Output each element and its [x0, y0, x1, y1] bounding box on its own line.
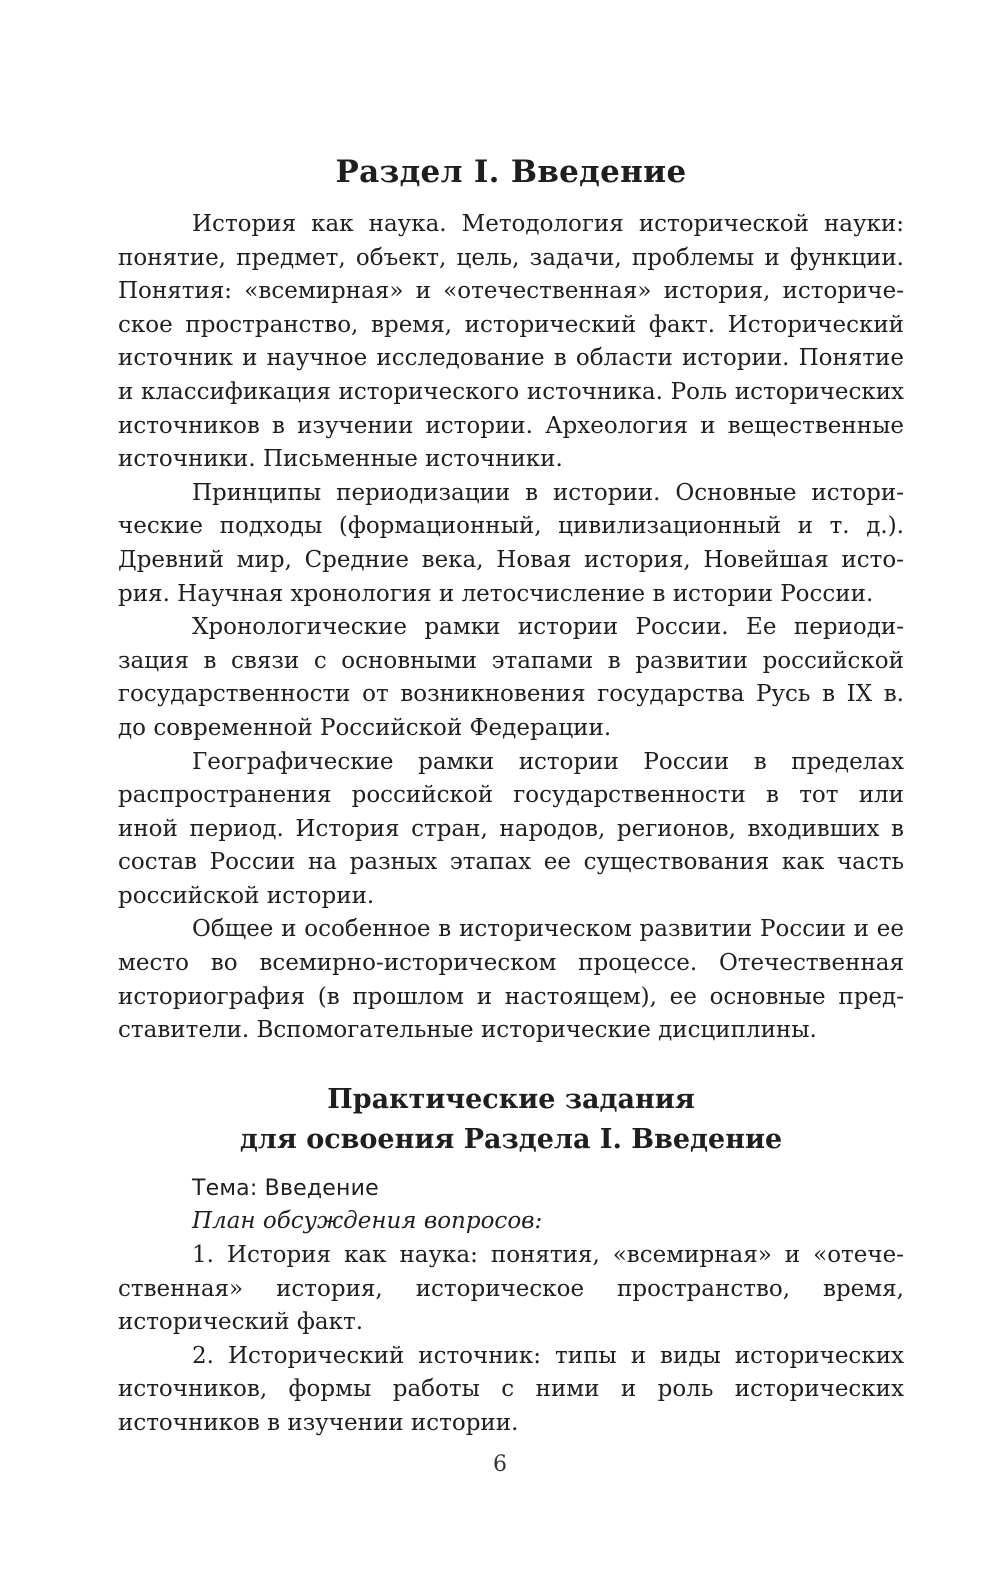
page-content [118, 150, 904, 1441]
practical-title-line-2: для освоения Раздела I. Введение [239, 1123, 783, 1155]
paragraph: История как наука. Методология исторической науки: понятие, предмет, объект, цель, задачи, проблемы и функции. Понятия: «всемирная» и «отечественная» история, историческое пространство, время, исторический факт. Исторический источник и научное исследование в области истории. Понятие и классификация исторического источника. Роль исторических источников в изучении истории. Археология и вещественные источники. Письменные источники. [118, 211, 904, 473]
paragraph: Общее и особенное в историческом развитии России и ее место во всемирно-историческом процессе. Отечественная историография (в прошлом и настоящем), ее основные представители. Вспомогательные исторические дисциплины. [118, 916, 904, 1044]
paragraph: Принципы периодизации в истории. Основные исторические подходы (формационный, цивилизационный и т. д.). Древний мир, Средние века, Новая история, Новейшая история. Научная хронология и летосчисление в истории России. [118, 479, 904, 607]
plan-label: План обсуждения вопросов: [192, 1208, 543, 1235]
practical-title-line-1: Практические задания [327, 1083, 695, 1115]
topic-line: Тема: Введение [192, 1175, 379, 1201]
plan-item: 1. История как наука: понятия, «всемирная» и «отечественная» история, историческое пространство, время, исторический факт. [118, 1242, 904, 1336]
practical-tasks-heading [118, 1080, 904, 1160]
section-title: Раздел I. Введение [335, 154, 687, 190]
paragraph: Хронологические рамки истории России. Ее периодизация в связи с основными этапами в развитии российской государственности от возникновения государства Русь в IX в. до современной Российской Федерации. [118, 614, 904, 741]
paragraph: Географические рамки истории России в пределах распространения российской государственности в тот или иной период. История стран, народов, регионов, входивших в состав России на разных этапах ее существования как часть российской истории. [118, 748, 904, 909]
page-number: 6 [493, 1452, 507, 1477]
plan-item: 2. Исторический источник: типы и виды исторических источников, формы работы с ними и роль исторических источников в изучении истории. [118, 1342, 904, 1436]
